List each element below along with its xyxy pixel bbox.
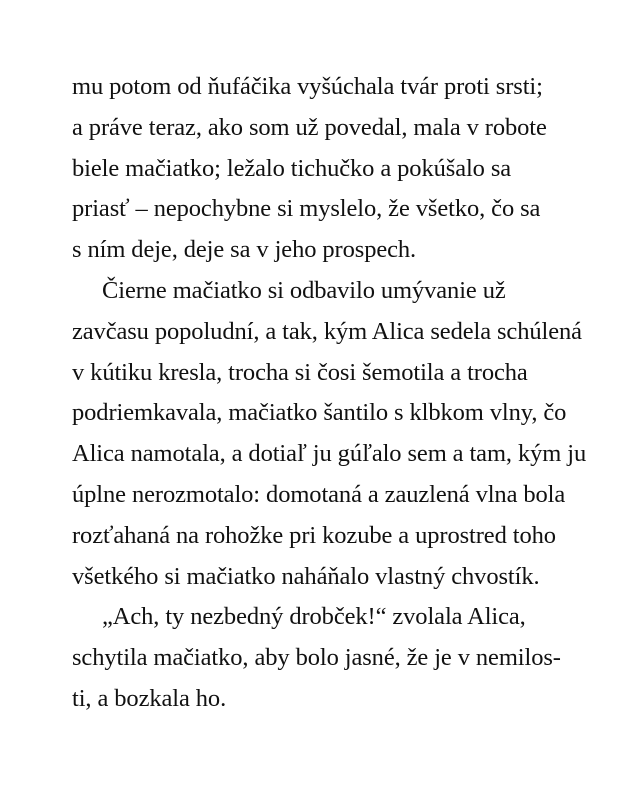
- text-line: priasť – nepochybne si myslelo, že všetko, čo sa: [72, 195, 541, 223]
- text-line: podriemkavala, mačiatko šantilo s klbkom vlny, čo: [72, 399, 567, 427]
- paragraph-first-line: „Ach, ty nezbedný drobček!“ zvolala Alica,: [102, 603, 526, 631]
- body-text: [72, 67, 592, 720]
- text-line: schytila mačiatko, aby bolo jasné, že je v nemilos-: [72, 644, 561, 672]
- text-line: úplne nerozmotalo: domotaná a zauzlená vlna bola: [72, 480, 566, 508]
- text-line: Alica namotala, a dotiaľ ju gúľalo sem a tam, kým ju: [72, 440, 587, 468]
- paragraph-first-line: Čierne mačiatko si odbavilo umývanie už: [102, 276, 506, 304]
- text-line: mu potom od ňufáčika vyšúchala tvár proti srsti;: [72, 73, 543, 100]
- text-line: a práve teraz, ako som už povedal, mala v robote: [72, 113, 547, 141]
- text-line: rozťahaná na rohožke pri kozube a uprostred toho: [72, 521, 556, 549]
- text-line: v kútiku kresla, trocha si čosi šemotila a trocha: [72, 358, 528, 386]
- text-line: biele mačiatko; ležalo tichučko a pokúšalo sa: [72, 154, 512, 182]
- text-line: zavčasu popoludní, a tak, kým Alica sedela schúlená: [72, 317, 582, 345]
- text-line: všetkého si mačiatko naháňalo vlastný chvostík.: [72, 562, 540, 590]
- text-line: ti, a bozkala ho.: [72, 684, 227, 712]
- text-line: s ním deje, deje sa v jeho prospech.: [72, 236, 417, 264]
